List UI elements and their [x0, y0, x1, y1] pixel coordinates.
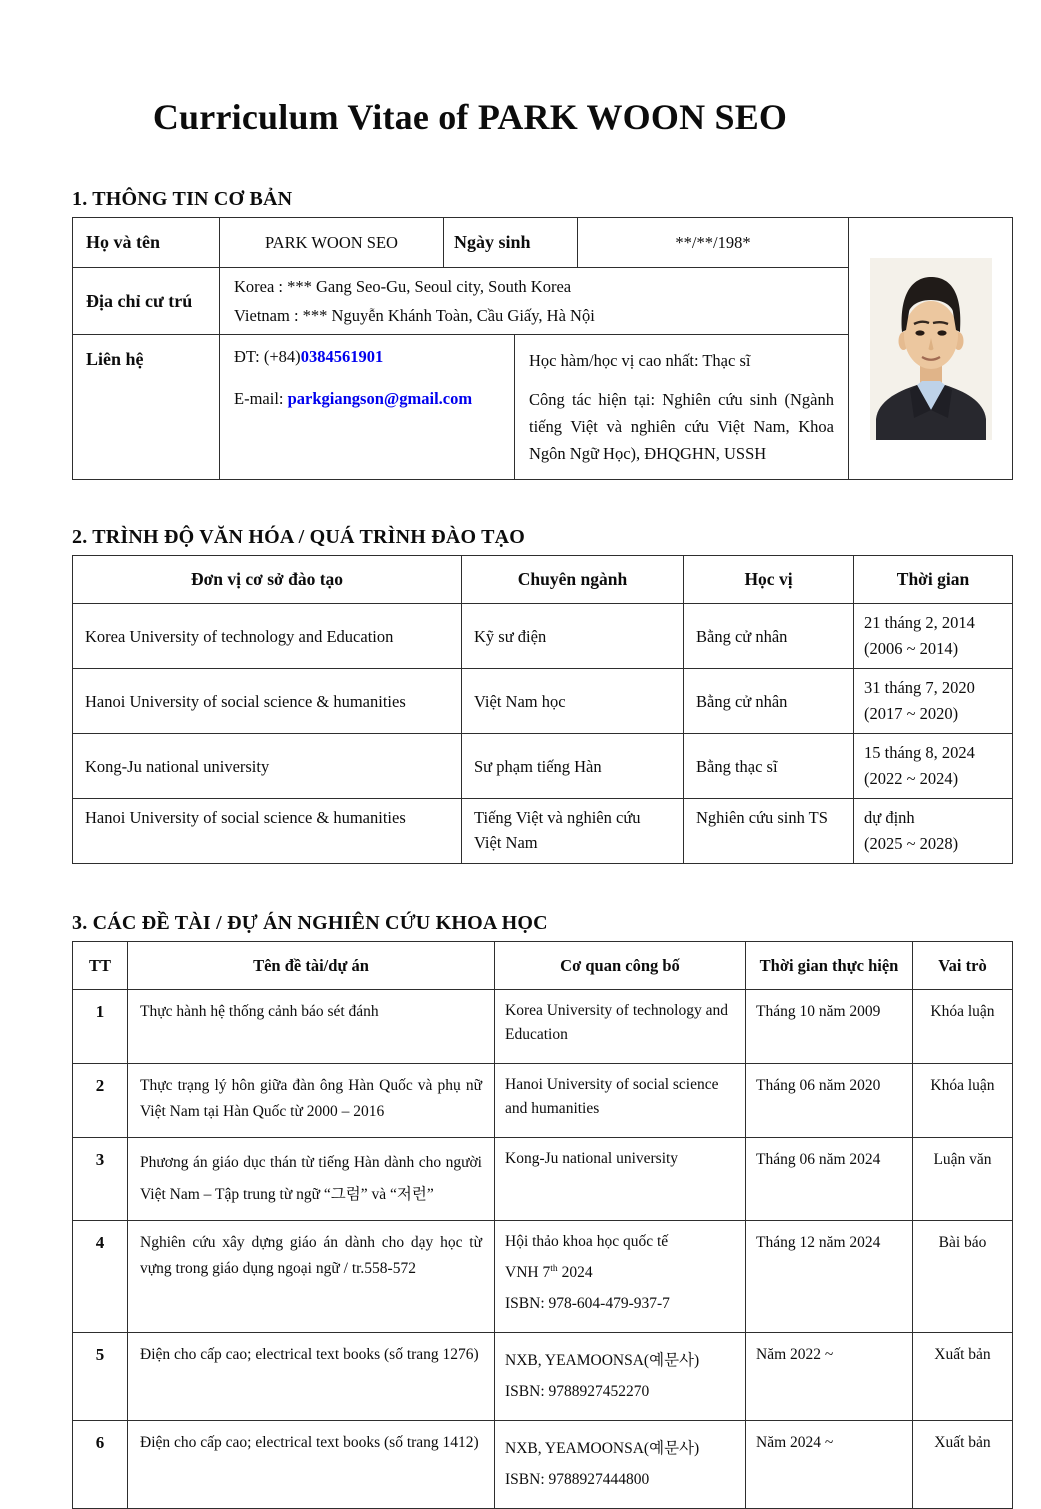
period-line: 15 tháng 8, 2024 — [864, 743, 975, 762]
project-row — [73, 1064, 1013, 1138]
title-cell: Điện cho cấp cao; electrical text books (số trang 1276) — [128, 1333, 495, 1421]
period-line: (2022 ~ 2024) — [864, 769, 959, 788]
portrait-photo — [870, 258, 992, 440]
section-1-heading: 1. THÔNG TIN CƠ BẢN — [72, 188, 293, 210]
org-superscript: th — [550, 1262, 558, 1274]
tt-cell: 2 — [73, 1064, 128, 1138]
time-cell: Năm 2024 ~ — [746, 1421, 913, 1509]
org-line: NXB, YEAMOONSA(예문사) — [505, 1440, 700, 1457]
email-link[interactable]: parkgiangson@gmail.com — [287, 389, 473, 408]
period-cell — [854, 669, 1013, 734]
education-row — [73, 669, 1013, 734]
section-3-heading: 3. CÁC ĐỀ TÀI / ĐỰ ÁN NGHIÊN CỨU KHOA HỌC — [72, 912, 548, 934]
period-line: dự định — [864, 808, 915, 827]
email-line — [234, 389, 500, 409]
tt-cell: 5 — [73, 1333, 128, 1421]
table-row — [73, 218, 1013, 268]
unit-cell: Kong-Ju national university — [73, 734, 462, 799]
org-text: 2024 — [557, 1264, 593, 1281]
period-line: (2006 ~ 2014) — [864, 639, 959, 658]
time-cell: Tháng 06 năm 2024 — [746, 1138, 913, 1221]
org-cell — [495, 1064, 746, 1138]
degree-cell: Bằng cử nhân — [684, 604, 854, 669]
projects-table — [72, 941, 1013, 1509]
col-header-role: Vai trò — [913, 942, 1013, 990]
col-header-degree: Học vị — [684, 556, 854, 604]
col-header-unit: Đơn vị cơ sở đào tạo — [73, 556, 462, 604]
project-row — [73, 990, 1013, 1064]
name-value: PARK WOON SEO — [220, 218, 444, 268]
period-line: (2025 ~ 2028) — [864, 834, 959, 853]
org-line: Kong-Ju national university — [505, 1150, 679, 1167]
period-line: 21 tháng 2, 2014 — [864, 613, 975, 632]
work-line: Công tác hiện tại: Nghiên cứu sinh (Ngành tiếng Việt và nghiên cứu Việt Nam, Khoa Ngôn Ngữ Học), ĐHQGHN, USSH — [529, 390, 834, 463]
title-cell: Điện cho cấp cao; electrical text books (số trang 1412) — [128, 1421, 495, 1509]
period-line: (2017 ~ 2020) — [864, 704, 959, 723]
org-cell — [495, 990, 746, 1064]
table-header-row — [73, 942, 1013, 990]
org-isbn: ISBN: 9788927452270 — [505, 1383, 650, 1400]
unit-cell: Hanoi University of social science & humanities — [73, 669, 462, 734]
degree-cell: Bằng cử nhân — [684, 669, 854, 734]
phone-label: ĐT: (+84) — [234, 347, 301, 366]
org-line: Korea University of technology and Education — [505, 1002, 728, 1043]
contact-cell — [220, 335, 515, 480]
period-cell — [854, 734, 1013, 799]
education-row — [73, 604, 1013, 669]
major-cell: Sư phạm tiếng Hàn — [462, 734, 684, 799]
role-cell: Khóa luận — [913, 990, 1013, 1064]
major-cell: Tiếng Việt và nghiên cứu Việt Nam — [462, 799, 684, 864]
table-header-row — [73, 556, 1013, 604]
phone-number[interactable]: 0384561901 — [300, 347, 384, 366]
org-line: Hội thảo khoa học quốc tế — [505, 1233, 669, 1250]
title-cell: Thực trạng lý hôn giữa đàn ông Hàn Quốc và phụ nữ Việt Nam tại Hàn Quốc từ 2000 – 2016 — [128, 1064, 495, 1138]
org-cell — [495, 1221, 746, 1333]
degree-cell: Bằng thạc sĩ — [684, 734, 854, 799]
title-cell: Phương án giáo dục thán từ tiếng Hàn dành cho người Việt Nam – Tập trung từ ngữ “그럼” và “저런” — [128, 1138, 495, 1221]
org-isbn: ISBN: 9788927444800 — [505, 1471, 650, 1488]
project-row — [73, 1138, 1013, 1221]
cv-document-page — [0, 96, 1041, 1507]
role-cell: Xuất bản — [913, 1333, 1013, 1421]
position-cell — [515, 335, 849, 480]
tt-cell: 6 — [73, 1421, 128, 1509]
address-line-vietnam: Vietnam : *** Nguyễn Khánh Toàn, Cầu Giấy, Hà Nội — [234, 306, 595, 325]
project-row — [73, 1221, 1013, 1333]
org-cell — [495, 1333, 746, 1421]
role-cell: Khóa luận — [913, 1064, 1013, 1138]
org-cell — [495, 1421, 746, 1509]
period-cell — [854, 799, 1013, 864]
col-header-major: Chuyên ngành — [462, 556, 684, 604]
tt-cell: 4 — [73, 1221, 128, 1333]
major-cell: Việt Nam học — [462, 669, 684, 734]
basic-info-table — [72, 217, 1013, 480]
time-cell: Tháng 06 năm 2020 — [746, 1064, 913, 1138]
col-header-time: Thời gian thực hiện — [746, 942, 913, 990]
tt-cell: 1 — [73, 990, 128, 1064]
role-cell: Luận văn — [913, 1138, 1013, 1221]
org-cell — [495, 1138, 746, 1221]
major-cell: Kỹ sư điện — [462, 604, 684, 669]
degree-cell: Nghiên cứu sinh TS — [684, 799, 854, 864]
contact-label: Liên hệ — [73, 335, 220, 480]
role-cell: Xuất bản — [913, 1421, 1013, 1509]
project-row — [73, 1333, 1013, 1421]
org-line: NXB, YEAMOONSA(예문사) — [505, 1352, 700, 1369]
unit-cell: Korea University of technology and Education — [73, 604, 462, 669]
education-row — [73, 734, 1013, 799]
address-label: Địa chỉ cư trú — [73, 268, 220, 335]
period-cell — [854, 604, 1013, 669]
period-line: 31 tháng 7, 2020 — [864, 678, 975, 697]
org-line: Hanoi University of social science and humanities — [505, 1076, 719, 1117]
section-2-heading: 2. TRÌNH ĐỘ VĂN HÓA / QUÁ TRÌNH ĐÀO TẠO — [72, 526, 526, 548]
project-row — [73, 1421, 1013, 1509]
time-cell: Tháng 12 năm 2024 — [746, 1221, 913, 1333]
org-isbn: ISBN: 978-604-479-937-7 — [505, 1295, 670, 1312]
time-cell: Năm 2022 ~ — [746, 1333, 913, 1421]
title-cell: Nghiên cứu xây dựng giáo án dành cho dạy học từ vựng trong giáo dụng ngoại ngữ / tr.558-572 — [128, 1221, 495, 1333]
address-line-korea: Korea : *** Gang Seo-Gu, Seoul city, South Korea — [234, 277, 572, 296]
col-header-tt: TT — [73, 942, 128, 990]
col-header-period: Thời gian — [854, 556, 1013, 604]
address-cell — [220, 268, 849, 335]
degree-line: Học hàm/học vị cao nhất: Thạc sĩ — [529, 351, 751, 370]
time-cell: Tháng 10 năm 2009 — [746, 990, 913, 1064]
phone-line — [234, 347, 500, 367]
org-line — [505, 1261, 735, 1285]
education-row — [73, 799, 1013, 864]
org-text: VNH 7 — [505, 1264, 551, 1281]
page-title: Curriculum Vitae of PARK WOON SEO — [152, 97, 788, 137]
col-header-org: Cơ quan công bố — [495, 942, 746, 990]
dob-label: Ngày sinh — [444, 218, 578, 268]
title-cell: Thực hành hệ thống cảnh báo sét đánh — [128, 990, 495, 1064]
role-cell: Bài báo — [913, 1221, 1013, 1333]
name-label: Họ và tên — [73, 218, 220, 268]
tt-cell: 3 — [73, 1138, 128, 1221]
col-header-title: Tên đề tài/dự án — [128, 942, 495, 990]
photo-cell — [849, 218, 1013, 480]
dob-value: **/**/198* — [578, 218, 849, 268]
email-label: E-mail: — [234, 389, 288, 408]
unit-cell: Hanoi University of social science & humanities — [73, 799, 462, 864]
education-table — [72, 555, 1013, 864]
